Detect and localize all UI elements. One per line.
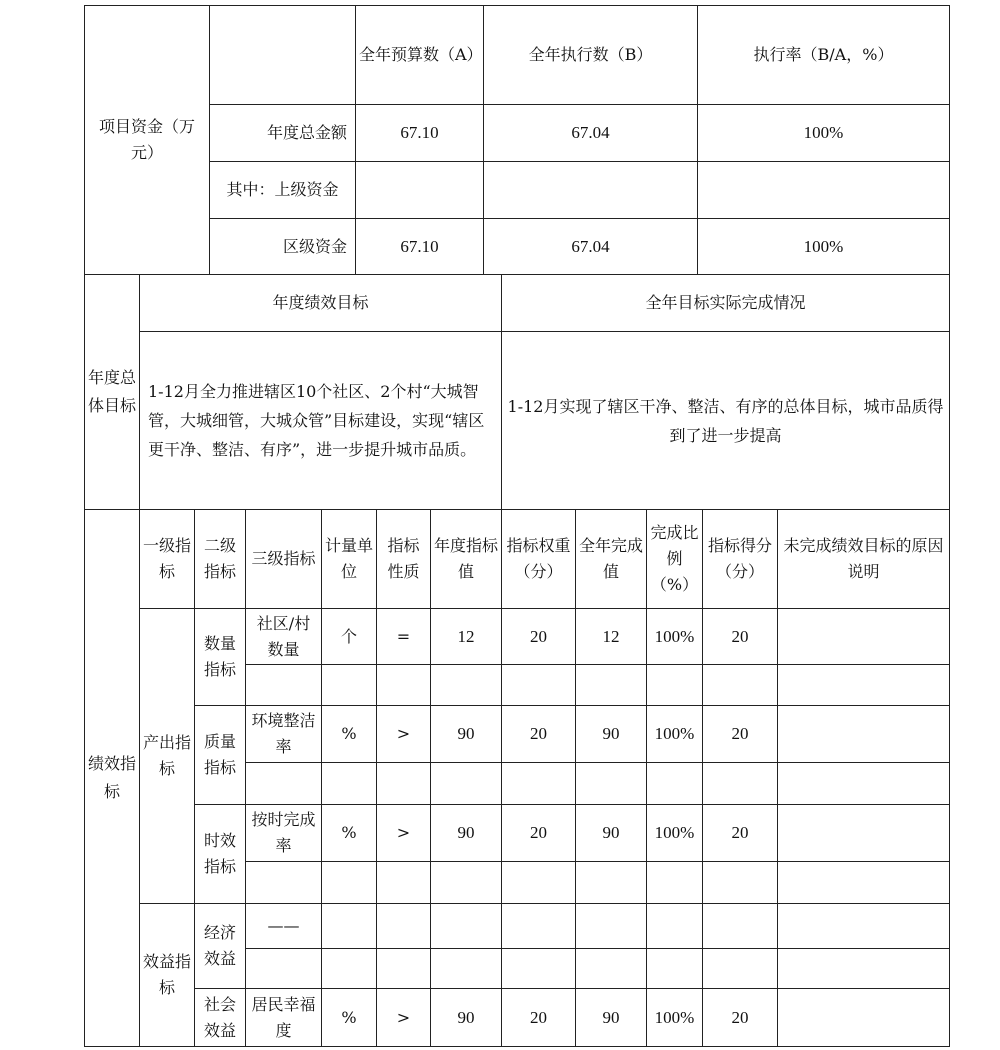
funds-table xyxy=(84,5,950,275)
timeliness-weight: 20 xyxy=(502,805,576,862)
funds-section-label: 项目资金（万元） xyxy=(85,6,210,275)
indicators-table xyxy=(84,509,950,1047)
timeliness-indicator-name: 按时完成率 xyxy=(246,805,322,862)
quality-nature: > xyxy=(377,706,431,763)
quantity-indicator-name: 社区/村数量 xyxy=(246,609,322,665)
annual-target-header: 年度绩效目标 xyxy=(140,275,502,332)
total-amount-label: 年度总金额 xyxy=(210,105,356,162)
timeliness-nature: > xyxy=(377,805,431,862)
level3-header: 三级指标 xyxy=(246,510,322,609)
actual-completion-text: 1-12月实现了辖区干净、整洁、有序的总体目标，城市品质得到了进一步提高 xyxy=(502,332,950,510)
timeliness-unit: % xyxy=(322,805,377,862)
quantity-reason xyxy=(778,609,950,665)
quality-ratio: 100% xyxy=(647,706,703,763)
district-budget: 67.10 xyxy=(356,219,484,275)
total-rate: 100% xyxy=(698,105,950,162)
quantity-weight: 20 xyxy=(502,609,576,665)
district-funds-label: 区级资金 xyxy=(210,219,356,275)
goals-table xyxy=(84,274,950,510)
rate-header: 执行率（B/A，%） xyxy=(698,6,950,105)
district-executed: 67.04 xyxy=(484,219,698,275)
level1-header: 一级指标 xyxy=(140,510,195,609)
quantity-completed: 12 xyxy=(576,609,647,665)
annual-target-text: 1-12月全力推进辖区10个社区、2个村“大城智管，大城细管，大城众管”目标建设，实现“辖区更干净、整洁、有序”，进一步提升城市品质。 xyxy=(140,332,502,510)
output-indicator-label: 产出指标 xyxy=(140,609,195,904)
social-unit: % xyxy=(322,989,377,1047)
quality-unit: % xyxy=(322,706,377,763)
social-indicator-label: 社会效益 xyxy=(195,989,246,1047)
budget-header: 全年预算数（A） xyxy=(356,6,484,105)
quality-weight: 20 xyxy=(502,706,576,763)
executed-header: 全年执行数（B） xyxy=(484,6,698,105)
social-nature: > xyxy=(377,989,431,1047)
level2-header: 二级指标 xyxy=(195,510,246,609)
nature-header: 指标性质 xyxy=(377,510,431,609)
economic-indicator-label: 经济效益 xyxy=(195,904,246,989)
social-weight: 20 xyxy=(502,989,576,1047)
quality-indicator-name: 环境整洁率 xyxy=(246,706,322,763)
quantity-unit: 个 xyxy=(322,609,377,665)
benefit-indicator-label: 效益指标 xyxy=(140,904,195,1047)
social-completed: 90 xyxy=(576,989,647,1047)
indicators-section-label: 绩效指标 xyxy=(85,510,140,1047)
table-row xyxy=(85,609,950,665)
actual-completion-header: 全年目标实际完成情况 xyxy=(502,275,950,332)
superior-rate xyxy=(698,162,950,219)
unit-header: 计量单位 xyxy=(322,510,377,609)
social-indicator-name: 居民幸福度 xyxy=(246,989,322,1047)
superior-funds-label: 其中：上级资金 xyxy=(210,162,356,219)
quantity-target: 12 xyxy=(431,609,502,665)
quality-completed: 90 xyxy=(576,706,647,763)
quantity-indicator-label: 数量指标 xyxy=(195,609,246,706)
social-ratio: 100% xyxy=(647,989,703,1047)
quantity-score: 20 xyxy=(703,609,778,665)
superior-executed xyxy=(484,162,698,219)
quality-target: 90 xyxy=(431,706,502,763)
score-header: 指标得分（分） xyxy=(703,510,778,609)
timeliness-ratio: 100% xyxy=(647,805,703,862)
district-rate: 100% xyxy=(698,219,950,275)
reason-header: 未完成绩效目标的原因说明 xyxy=(778,510,950,609)
funds-header-blank xyxy=(210,6,356,105)
quality-score: 20 xyxy=(703,706,778,763)
timeliness-reason xyxy=(778,805,950,862)
completed-header: 全年完成值 xyxy=(576,510,647,609)
performance-report xyxy=(84,5,950,1047)
goals-section-label: 年度总体目标 xyxy=(85,275,140,510)
quality-reason xyxy=(778,706,950,763)
timeliness-target: 90 xyxy=(431,805,502,862)
social-score: 20 xyxy=(703,989,778,1047)
timeliness-score: 20 xyxy=(703,805,778,862)
social-reason xyxy=(778,989,950,1047)
total-budget: 67.10 xyxy=(356,105,484,162)
social-target: 90 xyxy=(431,989,502,1047)
timeliness-completed: 90 xyxy=(576,805,647,862)
total-executed: 67.04 xyxy=(484,105,698,162)
target-header: 年度指标值 xyxy=(431,510,502,609)
timeliness-indicator-label: 时效指标 xyxy=(195,805,246,904)
superior-budget xyxy=(356,162,484,219)
quality-indicator-label: 质量指标 xyxy=(195,706,246,805)
quantity-nature: = xyxy=(377,609,431,665)
ratio-header: 完成比例（%） xyxy=(647,510,703,609)
economic-indicator-name: —— xyxy=(246,904,322,949)
weight-header: 指标权重（分） xyxy=(502,510,576,609)
quantity-ratio: 100% xyxy=(647,609,703,665)
table-row xyxy=(85,805,950,862)
table-row xyxy=(85,706,950,763)
table-row xyxy=(85,989,950,1047)
table-row xyxy=(85,904,950,949)
